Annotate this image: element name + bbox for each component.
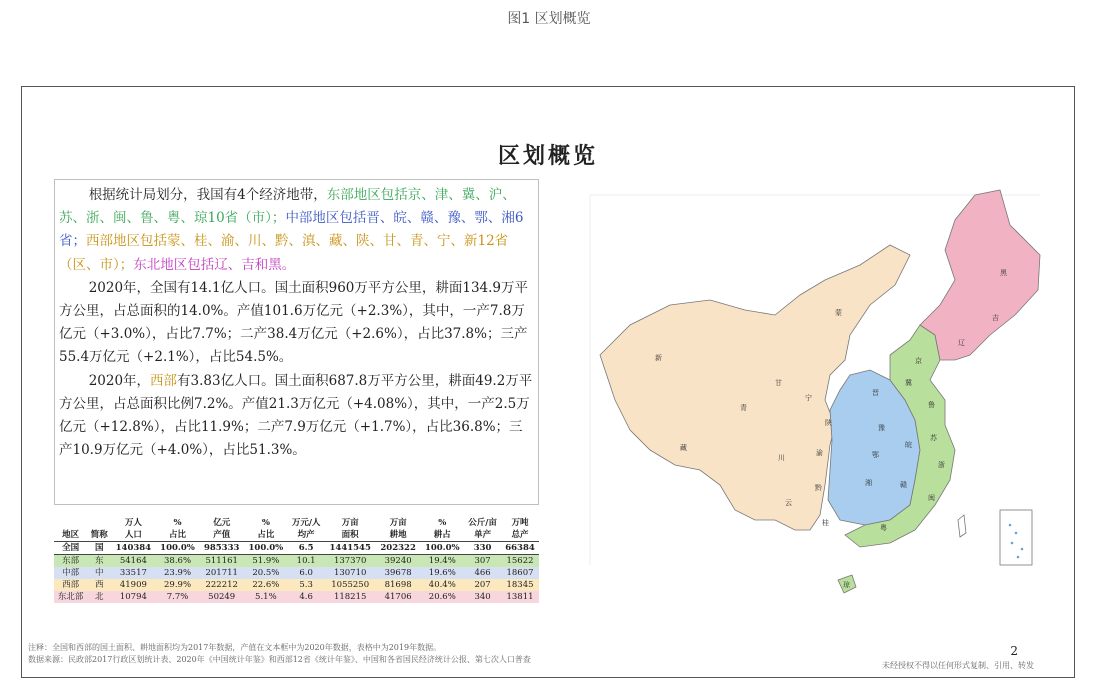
table-cell: 38.6% — [164, 556, 192, 566]
table-cell: 15622 — [506, 556, 534, 566]
table-cell: 51.9% — [252, 556, 280, 566]
map-label-guizhou: 黔 — [815, 484, 822, 492]
table-cell: 6.5 — [288, 542, 325, 555]
header-cell: 产值 — [199, 529, 244, 542]
table-cell: 340 — [474, 592, 491, 602]
map-label-qinghai: 青 — [740, 404, 747, 412]
table-cell: 100.0% — [420, 542, 464, 555]
unit-cell: 亿元 — [213, 518, 231, 528]
copyright-notice: 未经授权不得以任何形式复制、引用、转发 — [882, 661, 1034, 670]
map-label-hunan: 湘 — [865, 479, 872, 487]
paragraph-regions — [59, 184, 534, 277]
west-para-year: 2020年， — [88, 372, 151, 389]
table-cell: 985333 — [199, 542, 244, 555]
footnote-line-2: 数据来源：民政部2017行政区划统计表、2020年《中国统计年鉴》和西部12省《统计年鉴》、中国和各省国民经济统计公报、第七次人口普查 — [28, 655, 531, 664]
map-label-fujian: 闽 — [928, 494, 935, 502]
header-cell: 占比 — [156, 529, 200, 542]
table-cell: 81698 — [384, 580, 412, 590]
table-cell: 137370 — [333, 556, 367, 566]
table-cell: 国 — [87, 542, 111, 555]
table-cell: 东 — [94, 556, 104, 566]
table-cell: 中 — [94, 568, 104, 578]
table-cell: 中部 — [62, 568, 80, 578]
table-cell: 19.6% — [428, 568, 456, 578]
figure-caption: 图1 区划概览 — [507, 11, 591, 27]
table-cell: 40.4% — [428, 580, 456, 590]
table-cell: 全国 — [54, 542, 87, 555]
map-label-sichuan: 川 — [778, 454, 785, 462]
table-cell: 39678 — [384, 568, 412, 578]
table-cell: 207 — [474, 580, 491, 590]
region-taiwan — [958, 515, 966, 537]
table-cell: 1055250 — [331, 580, 370, 590]
unit-cell: 万吨 — [511, 518, 529, 528]
central-region-text: 中部地区包括晋、皖、赣、豫、鄂、湘6省； — [59, 210, 524, 250]
header-cell: 简称 — [87, 529, 111, 542]
table-cell: 140384 — [111, 542, 156, 555]
map-label-jilin: 吉 — [992, 314, 999, 322]
map-label-ningxia: 宁 — [805, 394, 812, 402]
header-cell: 总产 — [501, 529, 539, 542]
table-cell: 6.0 — [299, 568, 313, 578]
summary-textbox — [54, 179, 539, 505]
page-number: 2 — [1010, 644, 1018, 658]
header-cell: 面积 — [325, 529, 376, 542]
unit-cell: 万亩 — [389, 518, 407, 528]
region-northeast — [920, 190, 1040, 360]
footnote — [28, 642, 531, 666]
map-label-shanxi: 晋 — [872, 389, 879, 397]
table-cell: 北 — [94, 592, 104, 602]
table-cell: 54164 — [119, 556, 147, 566]
map-label-yunnan: 云 — [785, 499, 792, 507]
table-units-row — [54, 517, 539, 529]
map-label-xinjiang: 新 — [655, 354, 662, 362]
table-row — [54, 579, 539, 591]
header-cell: 占比 — [244, 529, 288, 542]
table-header-row — [54, 529, 539, 542]
map-label-tibet: 藏 — [680, 444, 687, 452]
slide-title: 区划概览 — [497, 143, 598, 169]
table-cell: 50249 — [208, 592, 236, 602]
map-label-heilongjiang: 黑 — [1000, 269, 1007, 277]
west-para-keyword: 西部 — [150, 372, 178, 389]
table-cell: 202322 — [376, 542, 421, 555]
table-cell: 西部 — [62, 580, 80, 590]
map-label-liaoning: 辽 — [958, 339, 965, 347]
map-label-jiangsu: 苏 — [930, 434, 937, 442]
header-cell: 人口 — [111, 529, 156, 542]
map-label-hebei: 冀 — [905, 379, 912, 387]
header-cell: 均产 — [288, 529, 325, 542]
table-cell: 130710 — [333, 568, 367, 578]
table-cell: 29.9% — [164, 580, 192, 590]
table-cell: 东部 — [62, 556, 80, 566]
table-cell: 23.9% — [164, 568, 192, 578]
map-label-beijing: 京 — [915, 357, 922, 365]
unit-cell — [54, 517, 87, 529]
table-cell: 1441545 — [325, 542, 376, 555]
header-cell: 地区 — [54, 529, 87, 542]
map-label-henan: 豫 — [878, 424, 885, 432]
map-label-anhui: 皖 — [905, 441, 912, 449]
unit-cell: 万人 — [124, 518, 142, 528]
table-cell: 7.7% — [166, 592, 189, 602]
map-label-guangxi: 桂 — [822, 519, 829, 527]
regions-intro: 根据统计局划分，我国有4个经济地带， — [88, 187, 327, 203]
table-cell: 66384 — [501, 542, 539, 555]
table-cell: 118215 — [333, 592, 367, 602]
paragraph-west — [59, 370, 534, 463]
table-cell: 13811 — [506, 592, 534, 602]
table-cell: 33517 — [119, 568, 147, 578]
table-row — [54, 591, 539, 603]
paragraph-national: 2020年，全国有14.1亿人口。国土面积960万平方公里，耕面134.9万平方公里，占总面积的14.0%。产值101.6万亿元（+2.3%），其中，一产7.8万亿元（+3.0%），占比7.7%；二产38.4万亿元（+2.6%），占比37.8%；三产55.4万亿元（+2.1%），占比54.5%。 — [59, 279, 529, 366]
table-row — [54, 567, 539, 579]
map-label-shaanxi: 陕 — [825, 419, 832, 427]
table-cell: 100.0% — [244, 542, 288, 555]
map-label-hubei: 鄂 — [872, 451, 879, 459]
map-label-zhejiang: 浙 — [938, 461, 945, 469]
map-label-gansu: 甘 — [775, 379, 782, 387]
footnote-line-1: 注释：全国和西部的国土面积、耕地面积均为2017年数据，产值在文本框中为2020年数据，表格中为2019年数据。 — [28, 643, 442, 652]
table-cell: 19.4% — [428, 556, 456, 566]
header-cell: 单产 — [464, 529, 501, 542]
table-cell: 20.6% — [428, 592, 456, 602]
header-cell: 耕占 — [420, 529, 464, 542]
table-cell: 10794 — [119, 592, 147, 602]
map-label-chongqing: 渝 — [816, 449, 823, 457]
header-cell: 耕地 — [376, 529, 421, 542]
unit-cell: 公斤/亩 — [468, 518, 497, 528]
map-label-hainan: 琼 — [843, 581, 850, 589]
table-cell: 10.1 — [296, 556, 316, 566]
table-row — [54, 555, 539, 568]
table-cell: 466 — [474, 568, 491, 578]
map-label-shandong: 鲁 — [928, 401, 935, 409]
table-cell: 41909 — [119, 580, 147, 590]
table-cell: 100.0% — [156, 542, 200, 555]
table-cell: 18345 — [506, 580, 534, 590]
unit-cell: % — [438, 518, 447, 528]
table-cell: 330 — [464, 542, 501, 555]
east-region-text: 东部地区包括京、津、冀、沪、苏、浙、闽、鲁、粤、琼10省（市）； — [59, 187, 516, 227]
unit-cell: 万亩 — [341, 518, 359, 528]
unit-cell: % — [261, 518, 270, 528]
northeast-region-text: 东北地区包括辽、吉和黑。 — [133, 256, 296, 273]
west-region-text: 西部地区包括蒙、桂、渝、川、黔、滇、藏、陕、甘、青、宁、新12省（区、市）； — [59, 233, 509, 273]
table-cell: 222212 — [205, 580, 238, 590]
table-cell: 22.6% — [252, 580, 280, 590]
table-cell: 东北部 — [57, 592, 84, 602]
map-label-jiangxi: 赣 — [900, 481, 907, 489]
slide — [21, 86, 1075, 678]
table-cell: 41706 — [384, 592, 412, 602]
unit-cell: 万元/人 — [291, 518, 321, 528]
map-label-inner-mongolia: 蒙 — [835, 309, 842, 317]
china-region-map — [560, 185, 1068, 615]
table-cell: 5.3 — [299, 580, 313, 590]
west-para-body: 有3.83亿人口。国土面积687.8万平方公里，耕面49.2万平方公里，占总面积比例7.2%。产值21.3万亿元（+4.08%），其中，一产2.5万亿元（+12.8%），占比11.9%；二产7.9万亿元（+1.7%），占比36.8%；三产10.9万亿元（+4.0%），占比51.3%。 — [59, 372, 533, 459]
table-cell: 5.1% — [255, 592, 277, 602]
region-stats-table — [54, 517, 539, 603]
table-row — [54, 542, 539, 555]
table-cell: 西 — [94, 580, 104, 590]
table-cell: 4.6 — [299, 592, 313, 602]
unit-cell — [87, 517, 111, 529]
map-label-guangdong: 粤 — [880, 524, 887, 532]
table-cell: 39240 — [384, 556, 412, 566]
table-cell: 511161 — [205, 556, 238, 566]
south-china-sea-inset — [1000, 510, 1032, 565]
table-cell: 201711 — [205, 568, 238, 578]
table-cell: 18607 — [506, 568, 534, 578]
unit-cell: % — [173, 518, 182, 528]
table-cell: 20.5% — [252, 568, 280, 578]
table-cell: 307 — [474, 556, 491, 566]
